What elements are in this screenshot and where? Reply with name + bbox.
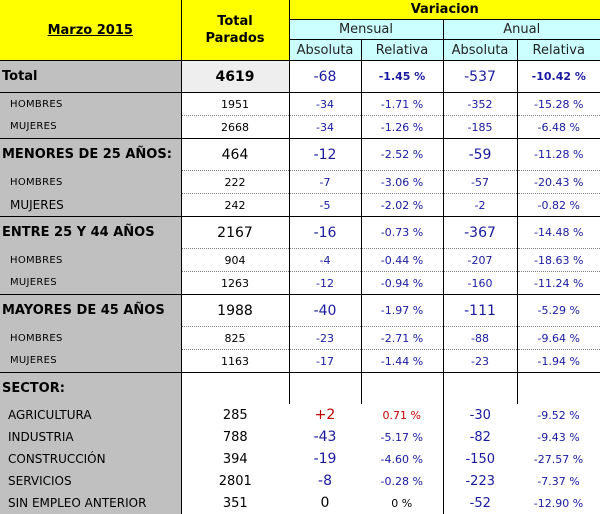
row-total: 4619 [181,61,289,93]
row-anual-absoluta: -52 [443,492,517,514]
row-total: 351 [181,492,289,514]
row-anual-relativa: -18.63 % [517,249,600,272]
row-label: HOMBRES [0,171,181,194]
row-mensual-absoluta: -34 [289,116,361,139]
row-anual-absoluta: -59 [443,139,517,171]
row-label: HOMBRES [0,249,181,272]
row-label: HOMBRES [0,93,181,116]
mensual-header: Mensual [289,20,443,40]
row-mensual-absoluta: -34 [289,93,361,116]
row-mensual-absoluta: -40 [289,295,361,327]
row-anual-relativa: -14.48 % [517,217,600,249]
row-total: 222 [181,171,289,194]
table-row [0,426,600,448]
anual-absoluta-header: Absoluta [443,40,517,61]
row-anual-relativa: -11.24 % [517,272,600,295]
row-mensual-relativa: -1.26 % [361,116,443,139]
row-mensual-relativa: 0.71 % [382,408,421,422]
row-label: AGRICULTURA [0,404,181,426]
row-anual-relativa: -27.57 % [533,452,584,466]
row-anual-absoluta: -23 [443,350,517,373]
row-anual-relativa: -7.37 % [537,474,580,488]
row-anual-relativa: -11.28 % [517,139,600,171]
row-total: 1263 [181,272,289,295]
row-label: INDUSTRIA [0,426,181,448]
row-mensual-absoluta: -43 [313,429,337,445]
row-anual-absoluta: -30 [443,404,517,426]
row-mensual-absoluta: -12 [289,272,361,295]
row-mensual-relativa: -0.44 % [361,249,443,272]
row-mensual-absoluta [289,373,361,405]
row-mensual-absoluta: -16 [289,217,361,249]
table-row [0,448,600,470]
row-total: 1988 [181,295,289,327]
row-total: 1951 [181,93,289,116]
row-mensual-absoluta: -5 [289,194,361,217]
anual-relativa-header: Relativa [517,40,600,61]
row-mensual-absoluta: -17 [289,350,361,373]
row-anual-relativa: -10.42 % [517,61,600,93]
row-total: 904 [181,249,289,272]
row-label: MENORES DE 25 AÑOS: [0,139,181,171]
table-row [0,373,600,405]
row-mensual-relativa: -3.06 % [361,171,443,194]
row-anual-relativa: -6.48 % [517,116,600,139]
table-row [0,295,600,327]
row-anual-relativa: -5.29 % [517,295,600,327]
row-total: 285 [181,404,289,426]
row-mensual-relativa: -5.17 % [380,430,423,444]
row-mensual-absoluta: -7 [289,171,361,194]
row-mensual-absoluta: -23 [289,327,361,350]
row-anual-absoluta: -82 [443,426,517,448]
row-mensual-absoluta: -19 [313,451,337,467]
row-anual-absoluta: -57 [443,171,517,194]
row-mensual-relativa: -4.60 % [380,452,423,466]
table-row [0,93,600,116]
row-mensual-relativa: -0.94 % [361,272,443,295]
table-row [0,61,600,93]
row-label: MUJERES [0,350,181,373]
row-anual-absoluta: -150 [443,448,517,470]
row-mensual-relativa: 0 % [391,496,413,510]
row-label: SERVICIOS [0,470,181,492]
row-anual-relativa: -9.64 % [517,327,600,350]
table-row [0,327,600,350]
variacion-header: Variacion [289,0,600,20]
table-title: Marzo 2015 [0,0,181,61]
row-mensual-absoluta: +2 [314,407,336,423]
row-anual-relativa: -9.43 % [537,430,580,444]
row-label: SECTOR: [0,373,181,405]
row-total: 394 [181,448,289,470]
table-row [0,116,600,139]
row-label: MUJERES [0,116,181,139]
total-parados-header [181,0,289,61]
row-mensual-absoluta: 0 [320,495,330,511]
table-row [0,470,600,492]
row-anual-absoluta: -537 [443,61,517,93]
row-anual-relativa [517,373,600,405]
row-mensual-relativa: -1.71 % [361,93,443,116]
row-label: HOMBRES [0,327,181,350]
row-mensual-relativa: -1.97 % [361,295,443,327]
row-mensual-absoluta: -68 [289,61,361,93]
table-row [0,171,600,194]
row-anual-absoluta: -352 [443,93,517,116]
row-total: 464 [181,139,289,171]
row-anual-relativa: -9.52 % [537,408,580,422]
table-row [0,492,600,514]
row-anual-absoluta: -367 [443,217,517,249]
row-total: 242 [181,194,289,217]
row-label: ENTRE 25 Y 44 AÑOS [0,217,181,249]
row-anual-absoluta: -111 [443,295,517,327]
row-total: 2167 [181,217,289,249]
row-mensual-relativa: -2.71 % [361,327,443,350]
row-label: Total [0,61,181,93]
row-total [181,373,289,405]
row-anual-absoluta: -223 [443,470,517,492]
row-mensual-relativa: -0.28 % [380,474,423,488]
row-label: MUJERES [0,272,181,295]
total-header-line2: Parados [205,31,265,46]
row-mensual-relativa: -2.02 % [361,194,443,217]
row-anual-absoluta: -160 [443,272,517,295]
row-anual-absoluta: -88 [443,327,517,350]
row-anual-relativa: -20.43 % [517,171,600,194]
table-row [0,404,600,426]
row-label: MUJERES [0,194,181,217]
row-anual-absoluta: -207 [443,249,517,272]
mensual-relativa-header: Relativa [361,40,443,61]
row-mensual-relativa: -1.44 % [361,350,443,373]
row-anual-absoluta: -2 [443,194,517,217]
total-header-line1: Total [217,14,253,29]
row-label: SIN EMPLEO ANTERIOR [0,492,181,514]
table-row [0,350,600,373]
table-row [0,139,600,171]
row-total: 825 [181,327,289,350]
row-label: CONSTRUCCIÓN [0,448,181,470]
row-anual-absoluta [443,373,517,405]
table-row [0,249,600,272]
row-total: 788 [181,426,289,448]
mensual-absoluta-header: Absoluta [289,40,361,61]
row-anual-relativa: -15.28 % [517,93,600,116]
row-mensual-relativa: -1.45 % [361,61,443,93]
table-row [0,194,600,217]
row-mensual-absoluta: -8 [318,473,332,489]
row-mensual-absoluta: -12 [289,139,361,171]
row-total: 1163 [181,350,289,373]
row-anual-absoluta: -185 [443,116,517,139]
row-label: MAYORES DE 45 AÑOS [0,295,181,327]
anual-header: Anual [443,20,600,40]
row-total: 2801 [181,470,289,492]
table-row [0,217,600,249]
row-mensual-relativa: -2.52 % [361,139,443,171]
row-mensual-relativa [361,373,443,405]
row-total: 2668 [181,116,289,139]
row-anual-relativa: -0.82 % [517,194,600,217]
table-row [0,272,600,295]
row-anual-relativa: -12.90 % [533,496,584,510]
row-mensual-absoluta: -4 [289,249,361,272]
row-mensual-relativa: -0.73 % [361,217,443,249]
row-anual-relativa: -1.94 % [517,350,600,373]
